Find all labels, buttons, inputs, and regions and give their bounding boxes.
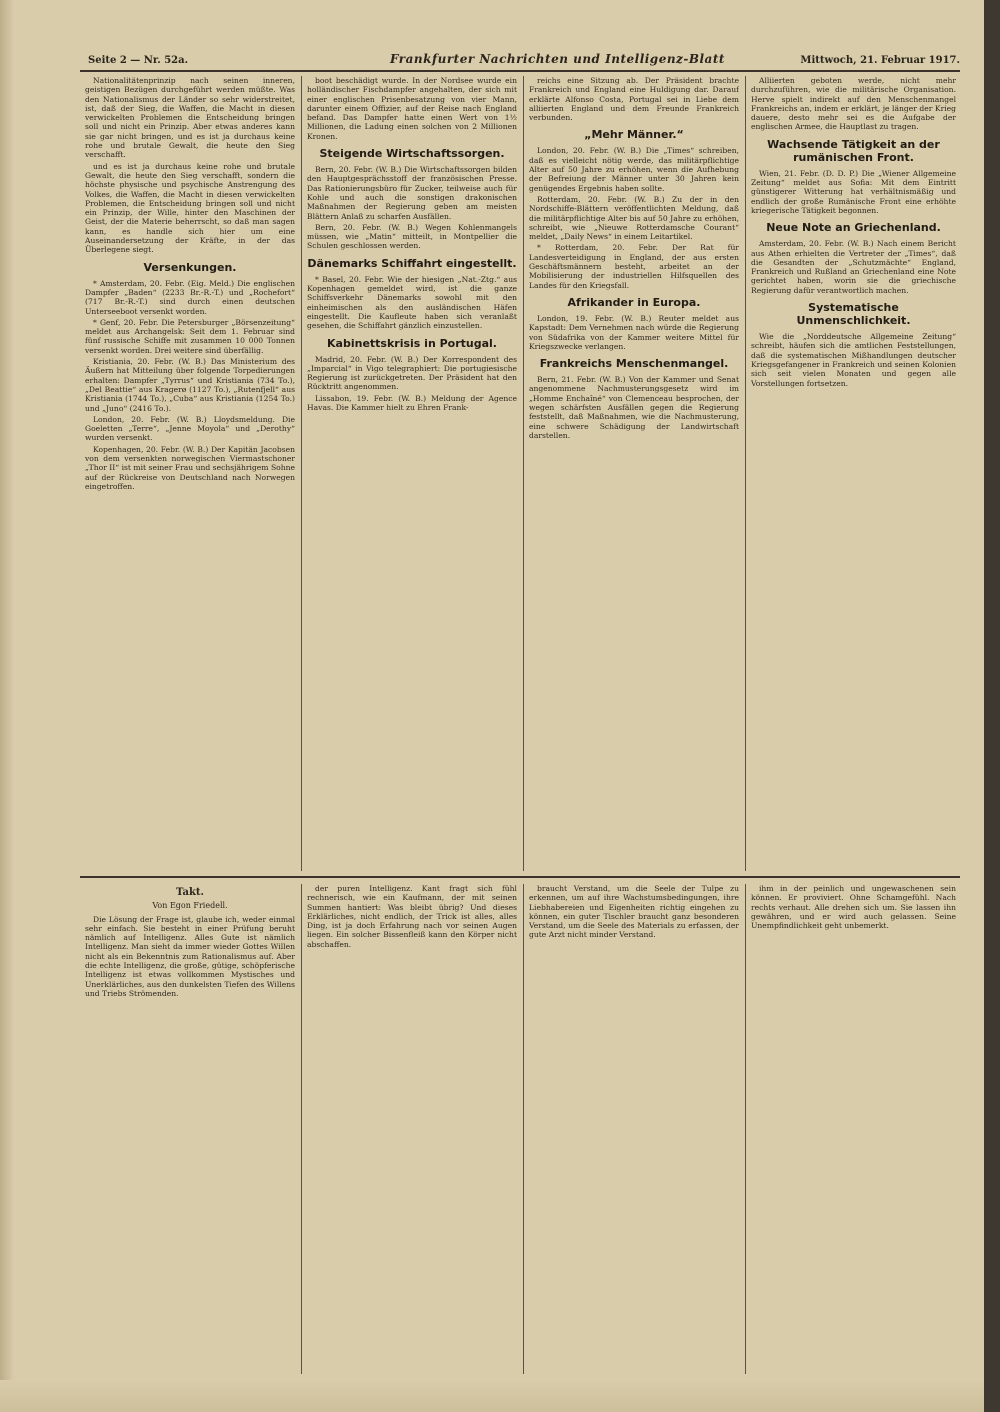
- column-divider: [301, 76, 302, 871]
- feuilleton-col-3: [529, 884, 739, 1374]
- feuilleton-col-1: [85, 884, 295, 1374]
- column-divider: [301, 884, 302, 1374]
- col4-item-3: Wie die „Norddeutsche Allgemeine Zeitung“ schreibt, häufen sich die amtlichen Feststellungen, daß die systematischen Mißhandlungen deutscher Kriegsgefangener in Frankreich und seinen Kolonien sich seit vielen Monaten und gegen alle Vorstellungen fortsetzen.: [751, 332, 956, 388]
- col3-heading-3: Frankreichs Menschenmangel.: [539, 357, 729, 371]
- feuilleton-text-3: braucht Verstand, um die Seele der Tulpe zu erkennen, um auf ihre Wachstumsbedingungen, ihre Liebhabereien und Eigenheiten richtig eingehen zu können, ein guter Tischler braucht ganz besonderen Verstand, um die Seele des Materials zu erfassen, der gute Arzt nicht minder Verstand.: [529, 884, 739, 940]
- col1-intro: Nationalitätenprinzip nach seinen inneren, geistigen Bezügen durchgeführt werden müßte. Was den Nationalismus der Länder so sehr widerstreitet, ist, daß der Sieg, die Waffen, die Macht in diesen verwickelten Problemen die Entscheidung bringen soll und nicht ein Prinzip. Aber etwas anderes kann sie gar nicht bringen, und es ist ja durchaus keine rohe und brutale Gewalt, die heute den Sieg verschafft.: [85, 76, 295, 160]
- col3-item-5: Bern, 21. Febr. (W. B.) Von der Kammer und Senat angenommene Nachmusterungsgesetz wird im „Homme Enchaîné“ von Clemenceau besprochen, der wegen schärfsten Ausfällen gegen die Regierung feststellt, daß Maßnahmen, wie die Nachmusterung, eine schwere Schädigung der Landwirtschaft darstellen.: [529, 375, 739, 440]
- col2-item-1: Bern, 20. Febr. (W. B.) Die Wirtschaftssorgen bilden den Hauptgesprächsstoff der französischen Presse. Das Rationierungsbüro für Zucker, teilweise auch für Kohle und auch die sonstigen drakonischen Maßnahmen der Regierung geben am meisten Blättern Anlaß zu scharfen Ausfällen.: [307, 165, 517, 221]
- page-bottom: [0, 1380, 984, 1412]
- col3-intro: reichs eine Sitzung ab. Der Präsident brachte Frankreich und England eine Huldigung dar. Darauf erklärte Alfonso Costa, Portugal sei in Liebe dem alliierten England und dem Freunde Frankreich verbunden.: [529, 76, 739, 123]
- feuilleton-text-2: der puren Intelligenz. Kant fragt sich fühl rechnerisch, wie ein Kaufmann, der mit seinen Summen hantiert: Was bleibt übrig? Und dieses Erklärliches, nicht endlich, der Trick ist alles, alles Ding, ist ja doch Erfahrung nach vor seinen Augen liegen. Ein solcher Bissenfleiß kann den Körper nicht abschaffen.: [307, 884, 517, 949]
- col1-item-5: Kopenhagen, 20. Febr. (W. B.) Der Kapitän Jacobsen von dem versenkten norwegischen Viermastschoner „Thor II“ ist mit seiner Frau und sechsjährigem Sohne auf der Rückreise von Deutschland nach Norwegen eingetroffen.: [85, 444, 295, 491]
- column-4: [751, 76, 956, 871]
- feuilleton-text-4: ihm in der peinlich und ungewaschenen sein können. Er proviviert. Ohne Schamgefühl. Nach rechts verhaut. Alle drehen sich um. Sie lassen ihn gewähren, und er wird auch gelassen. Seine Unempfindlichkeit geht unbemerkt.: [751, 884, 956, 931]
- col2-item-5: Lissabon, 19. Febr. (W. B.) Meldung der Agence Havas. Die Kammer hielt zu Ehren Frank-: [307, 393, 517, 413]
- col1-item-1: * Amsterdam, 20. Febr. (Eig. Meld.) Die englischen Dampfer „Baden“ (2233 Br.-R.-T.) und „Rochefort“ (717 Br.-R.-T.) sind durch einen deutschen Unterseeboot versenkt worden.: [85, 278, 295, 316]
- column-1: [85, 76, 295, 871]
- col3-item-4: London, 19. Febr. (W. B.) Reuter meldet aus Kapstadt: Dem Vernehmen nach würde die Regierung von Südafrika von der Kammer weitere Mittel für Kriegszwecke verlangen.: [529, 313, 739, 351]
- col1-item-3: Kristiania, 20. Febr. (W. B.) Das Ministerium des Äußern hat Mitteilung über folgende Torpedierungen erhalten: Dampfer „Tyrrus“ und Kristiania (734 To.), „Del Beattie“ aus Kragerø (1127 To.), „Rutenfjell“ aus Kristiania (1744 To.), „Cuba“ aus Kristiania (1254 To.) und „Juno“ (2416 To.).: [85, 357, 295, 413]
- feuilleton-col-2: [307, 884, 517, 1374]
- col1-body: und es ist ja durchaus keine rohe und brutale Gewalt, die heute den Sieg verschafft, sondern die höchste physische und psychische Anstrengung des Volkes, die Waffen, die Macht in diesen verwickelten Problemen, die Entscheidung bringen soll und nicht ein Prinzip, der Wille, hinter den Maschinen der Geist, der die Materie beherrscht, so daß man sagen kann, es handle sich hier um eine Auseinandersetzung der Kräfte, in der das Überlegene siegt.: [85, 161, 295, 255]
- adjacent-page-edge: [984, 0, 1000, 1412]
- column-divider: [523, 884, 524, 1374]
- page-binding: [0, 0, 14, 1412]
- col4-heading-3: Systematische Unmenschlichkeit.: [796, 301, 911, 328]
- col3-heading-1: „Mehr Männer.“: [584, 128, 684, 142]
- feuilleton-rule: [80, 876, 960, 878]
- col2-item-4: Madrid, 20. Febr. (W. B.) Der Korrespondent des „Imparcial“ in Vigo telegraphiert: Die portugiesische Regierung ist zurückgetreten. Der Präsident hat den Rücktritt angenommen.: [307, 354, 517, 392]
- col1-heading: Versenkungen.: [143, 260, 237, 274]
- col4-heading-1: Wachsende Tätigkeit an der rumänischen Front.: [767, 137, 940, 164]
- col3-heading-2: Afrikander in Europa.: [567, 295, 701, 309]
- col2-heading-1: Steigende Wirtschaftssorgen.: [319, 147, 505, 161]
- column-2: [307, 76, 517, 871]
- page-number: Seite 2 — Nr. 52a.: [88, 55, 189, 66]
- column-3: [529, 76, 739, 871]
- col2-item-3: * Basel, 20. Febr. Wie der hiesigen „Nat.-Ztg.“ aus Kopenhagen gemeldet wird, ist die ganze Schiffsverkehr Dänemarks sowohl mit den einheimischen als den ausländischen Häfen eingestellt. Die Kaufleute haben sich veranlaßt gesehen, die Schiffahrt gänzlich einzustellen.: [307, 274, 517, 331]
- feuilleton-title: Takt.: [176, 887, 204, 898]
- col2-heading-2: Dänemarks Schiffahrt eingestellt.: [307, 256, 517, 270]
- column-divider: [523, 76, 524, 871]
- col1-item-2: * Genf, 20. Febr. Die Petersburger „Börsenzeitung“ meldet aus Archangelsk: Seit dem 1. Februar sind fünf russische Schiffe mit zusammen 10 000 Tonnen versenkt worden. Drei weitere sind überfällig.: [85, 317, 295, 355]
- col1-item-4: London, 20. Febr. (W. B.) Lloydsmeldung. Die Goeletten „Terre“, „Jenne Moyola“ und „Derothy“ wurden versenkt.: [85, 414, 295, 443]
- col3-item-3: * Rotterdam, 20. Febr. Der Rat für Landesverteidigung in England, der aus ersten Geschäftsmännern besteht, arbeitet an der Mobilisierung der industriellen Hilfsquellen des Landes für den Kriegsfall.: [529, 243, 739, 290]
- col4-intro: Alliierten geboten werde, nicht mehr durchzuführen, wie die militärische Organisation. Herve spielt indirekt auf den Menschenmangel Frankreichs an, indem er erklärt, je länger der Krieg dauere, desto mehr sei es die Aufgabe der englischen Armee, die Hauptlast zu tragen.: [751, 76, 956, 132]
- issue-date: Mittwoch, 21. Februar 1917.: [800, 55, 960, 66]
- col3-item-1: London, 20. Febr. (W. B.) Die „Times“ schreiben, daß es vielleicht nötig werde, das militärpflichtige Alter auf 50 Jahre zu erhöhen, wenn die Aufhebung der Befreiung der Männer unter 30 Jahren kein genügendes Ergebnis haben sollte.: [529, 146, 739, 193]
- masthead: Frankfurter Nachrichten und Intelligenz-Blatt: [390, 52, 725, 66]
- feuilleton-col-4: [751, 884, 956, 1374]
- page-header: [70, 52, 960, 72]
- column-divider: [745, 884, 746, 1374]
- col4-item-2: Amsterdam, 20. Febr. (W. B.) Nach einem Bericht aus Athen erhielten die Vertreter der „Times“, daß die Gesandten der „Schutzmächte“ England, Frankreich und Rußland an Griechenland eine Note gerichtet haben, worin sie die griechische Regierung dafür verantwortlich machen.: [751, 239, 956, 295]
- feuilleton-byline: Von Egon Friedell.: [152, 901, 228, 911]
- feuilleton-text-1: Die Lösung der Frage ist, glaube ich, weder einmal sehr einfach. Sie besteht in einer Prüfung beruht nämlich auf Intelligenz. Alles Gute ist nämlich Intelligenz. Man sieht da immer wieder Gottes Willen nicht als ein Bekenntnis zum Rationalismus auf. Aber die echte Intelligenz, die große, gütige, schöpferische Intelligenz ist etwas vollkommen Mystisches und Unerklärliches, aus den dunkelsten Tiefen des Willens und Triebs Strömenden.: [85, 914, 295, 998]
- col2-item-2: Bern, 20. Febr. (W. B.) Wegen Kohlenmangels müssen, wie „Matin“ mitteilt, in Montpellier die Schulen geschlossen werden.: [307, 222, 517, 251]
- column-divider: [745, 76, 746, 871]
- header-rule: [80, 70, 960, 72]
- col4-item-1: Wien, 21. Febr. (D. D. P.) Die „Wiener Allgemeine Zeitung“ meldet aus Sofia: Mit dem Eintritt günstigerer Witterung hat verhältnismäßig und endlich der große Rumänische Front eine erhöhte kriegerische Tätigkeit begonnen.: [751, 168, 956, 215]
- col2-heading-3: Kabinettskrisis in Portugal.: [327, 336, 497, 350]
- col2-intro: boot beschädigt wurde. In der Nordsee wurde ein holländischer Fischdampfer angehalten, der sich mit einer englischen Prisenbesatzung von vier Mann, darunter einem Offizier, auf der Reise nach England befand. Das Dampfer hatte einen Wert von 1½ Millionen, die Ladung einen solchen von 2 Millionen Kronen.: [307, 76, 517, 141]
- col3-item-2: Rotterdam, 20. Febr. (W. B.) Zu der in den Nordschiffe-Blättern veröffentlichten Meldung, daß die militärpflichtige Alter bis auf 50 Jahre zu erhöhen, schreibt, wie „Nieuwe Rotterdamsche Courant“ meldet, „Daily News“ in einem Leitartikel.: [529, 194, 739, 242]
- col4-heading-2: Neue Note an Griechenland.: [766, 221, 941, 235]
